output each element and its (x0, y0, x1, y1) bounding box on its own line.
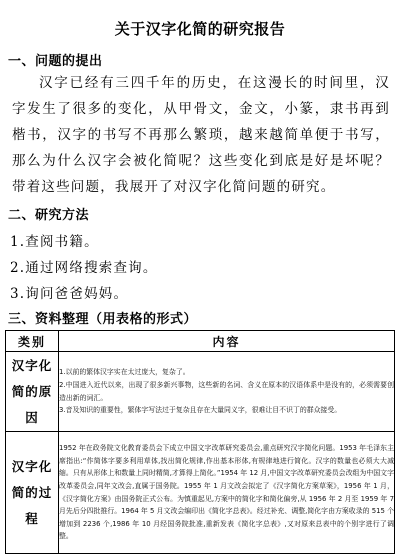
section-heading-problem: 一、问题的提出 (8, 54, 103, 69)
table-header-category: 类别 (6, 331, 59, 352)
table-row (6, 352, 395, 432)
row-category-reason: 汉字化简的原因 (6, 352, 59, 432)
problem-paragraph: 汉字已经有三四千年的历史，在这漫长的时间里，汉字发生了很多的变化，从甲骨文，金文，小篆，隶书再到楷书，汉字的书写不再那么繁琐，越来越简单便于书写，那么为什么汉字会被化简呢？这些变化到底是好是坏呢？带着这些问题，我展开了对汉字化简问题的研究。 (12, 75, 390, 195)
reason-line-2: 2.中国进入近代以来，出现了很多新兴事物，这些新的名词、含义在原本的汉语体系中是没有的，必须需要创造出新的词汇。 (59, 380, 394, 402)
row-content-reason (59, 352, 395, 432)
method-item-1: 1.查阅书籍。 (10, 234, 99, 250)
section-heading-data: 三、资料整理（用表格的形式） (8, 312, 198, 327)
table-row (6, 432, 395, 554)
row-category-process: 汉字化简的过程 (6, 432, 59, 554)
reason-line-3: 3.音及知识的重要性，繁体字写法过于复杂且存在大量同义字，很难让目不识丁的群众接受。 (59, 406, 342, 415)
document-title: 关于汉字化简的研究报告 (114, 20, 286, 38)
process-text: 1952 年在政务院文化教育委员会下成立中国文字改革研究委员会,重点研究汉字简化问题。1953 年毛泽东主席指出:“作简体字要多利用草体,找出简化规律,作出基本形体,有规律地进行简化。汉字的数量也必须大大减缩。只有从形体上和数量上同时精简,才算得上简化。”1954 年 12 月,中国文字改革研究委员会改组为中国文字改革委员会,同年文改会,直属于国务院。1955 年 1 月文改会拟定了《汉字简化方案草案》，1956 年 1 月，《汉字简化方案》由国务院正式公布。为慎重起见,方案中的简化字和简化偏旁,从 1956 年 2 月至 1959 年 7 月先后分四批推行。1964 年 5 月文改会编印出《简化字总表》。经过补充、调整,简化字由方案收录的 515 个增加到 2236 个,1986 年 10 月经国务院批准,重新发表《简化字总表》,又对原来总表中的个别字进行了调整。 (59, 444, 394, 541)
method-item-2: 2.通过网络搜索查询。 (10, 260, 158, 276)
row-content-process (59, 432, 395, 554)
reason-line-1: 1.以前的繁体汉字实在太过庞大，复杂了。 (59, 368, 190, 377)
method-item-3: 3.询问爸爸妈妈。 (10, 286, 129, 302)
table-header-content: 内容 (59, 331, 395, 352)
table-header-row (6, 331, 395, 352)
section-heading-method: 二、研究方法 (8, 208, 90, 223)
data-table (5, 330, 395, 554)
